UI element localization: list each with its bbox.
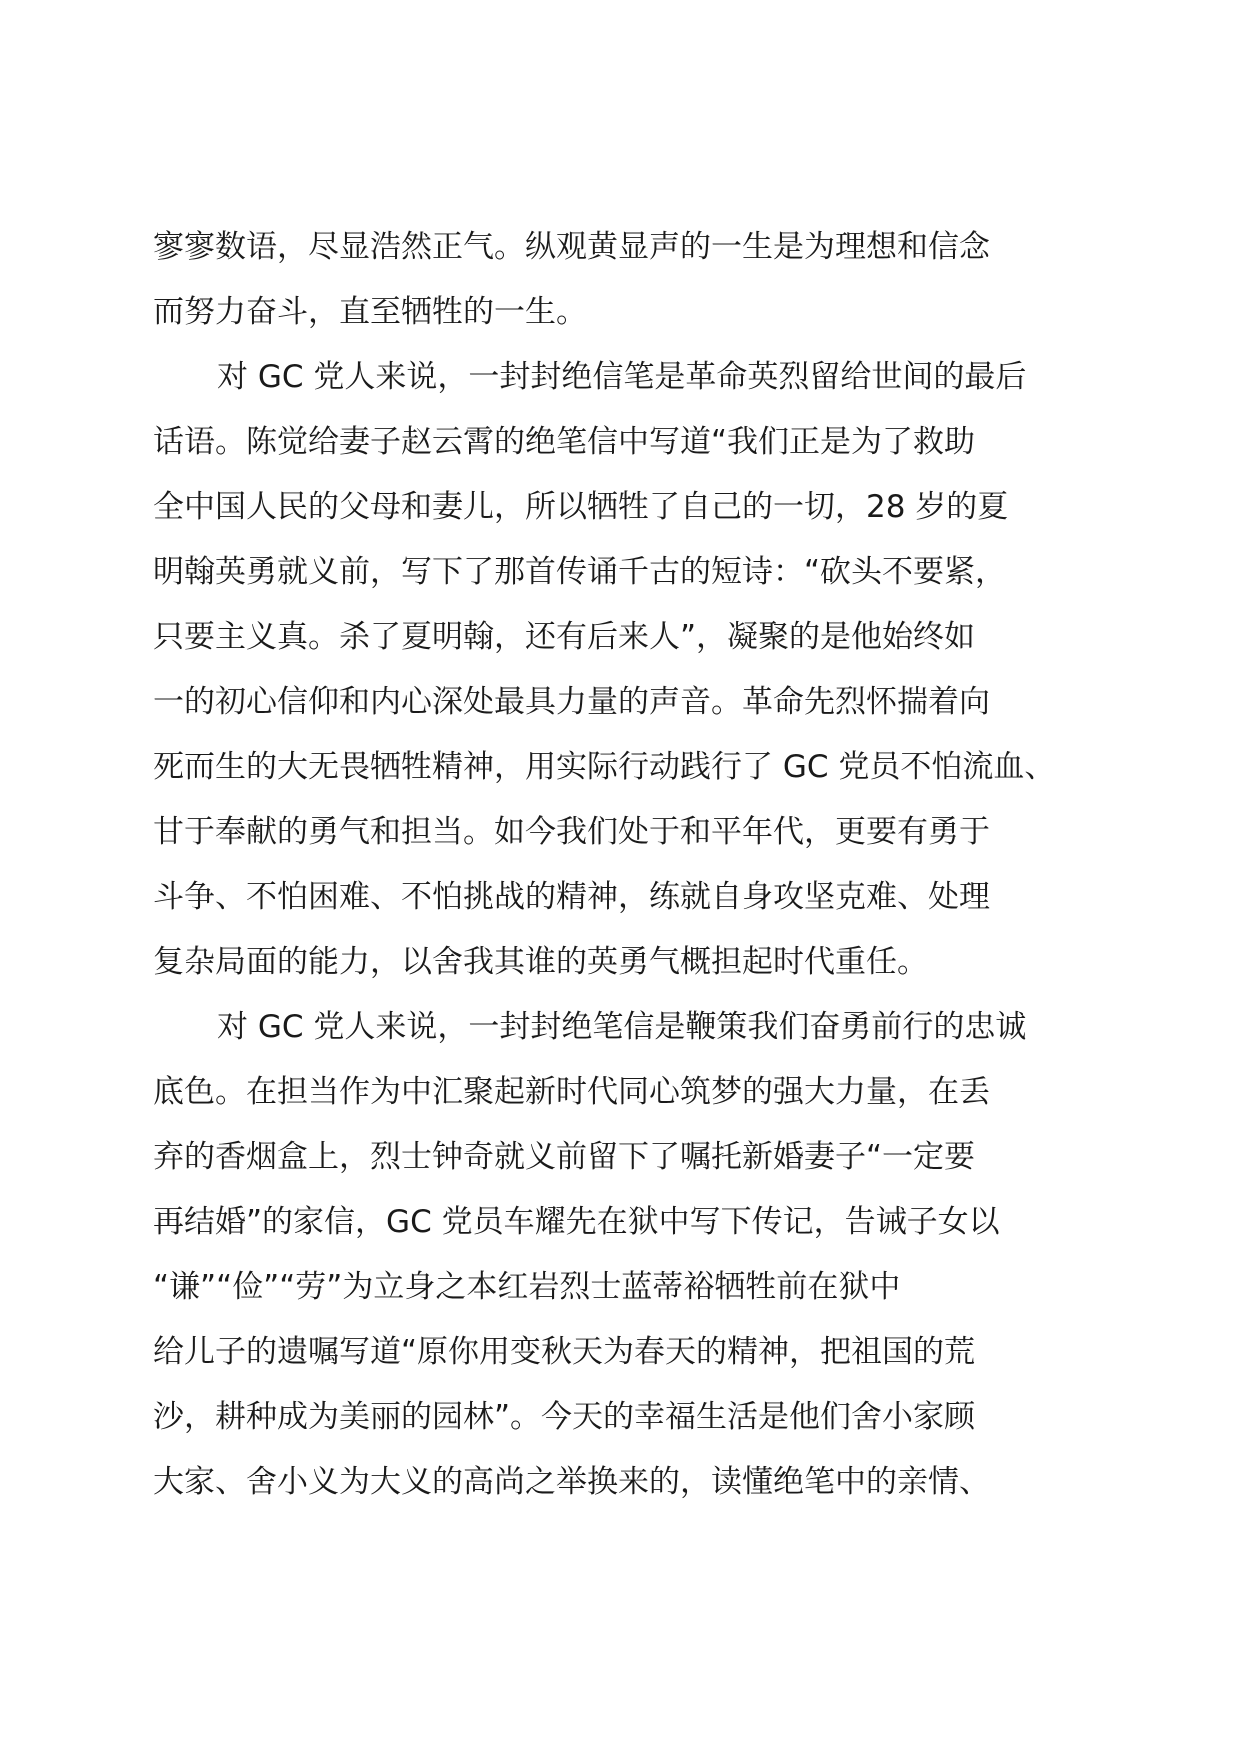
text-line: 明翰英勇就义前，写下了那首传诵千古的短诗：“砍头不要紧， [153, 554, 1007, 590]
text-line: 弃的香烟盒上，烈士钟奇就义前留下了嘱托新婚妻子“一定要 [153, 1139, 976, 1175]
text-line: 而努力奋斗，直至牺牲的一生。 [153, 294, 587, 330]
text-line: 大家、舍小义为大义的高尚之举换来的，读懂绝笔中的亲情、 [153, 1464, 990, 1500]
text-line: 甘于奉献的勇气和担当。如今我们处于和平年代，更要有勇于 [153, 814, 990, 850]
text-line: 复杂局面的能力，以舍我其谁的英勇气概担起时代重任。 [153, 944, 928, 980]
text-line: 沙，耕种成为美丽的园林”。今天的幸福生活是他们舍小家顾 [153, 1399, 976, 1435]
text-line: 再结婚”的家信，GC 党员车耀先在狱中写下传记，告诫子女以 [153, 1204, 1000, 1240]
paragraph-start-line: 对 GC 党人来说，一封封绝信笔是革命英烈留给世间的最后 [217, 359, 1027, 395]
text-line: 死而生的大无畏牺牲精神，用实际行动践行了 GC 党员不怕流血、 [153, 749, 1056, 785]
text-line: 一的初心信仰和内心深处最具力量的声音。革命先烈怀揣着向 [153, 684, 990, 720]
text-line: 话语。陈觉给妻子赵云霄的绝笔信中写道“我们正是为了救助 [153, 424, 976, 460]
text-line: 底色。在担当作为中汇聚起新时代同心筑梦的强大力量，在丢 [153, 1074, 990, 1110]
body-text [153, 215, 1093, 1515]
text-line: 全中国人民的父母和妻儿，所以牺牲了自己的一切，28 岁的夏 [153, 489, 1009, 525]
text-line: “谦”“俭”“劳”为立身之本红岩烈士蓝蒂裕牺牲前在狱中 [153, 1269, 901, 1305]
text-line: 斗争、不怕困难、不怕挑战的精神，练就自身攻坚克难、处理 [153, 879, 990, 915]
paragraph-start-line: 对 GC 党人来说，一封封绝笔信是鞭策我们奋勇前行的忠诚 [217, 1009, 1027, 1045]
text-line: 寥寥数语，尽显浩然正气。纵观黄显声的一生是为理想和信念 [153, 229, 990, 265]
text-line: 给儿子的遗嘱写道“原你用变秋天为春天的精神，把祖国的荒 [153, 1334, 976, 1370]
text-line: 只要主义真。杀了夏明翰，还有后来人”，凝聚的是他始终如 [153, 619, 976, 655]
